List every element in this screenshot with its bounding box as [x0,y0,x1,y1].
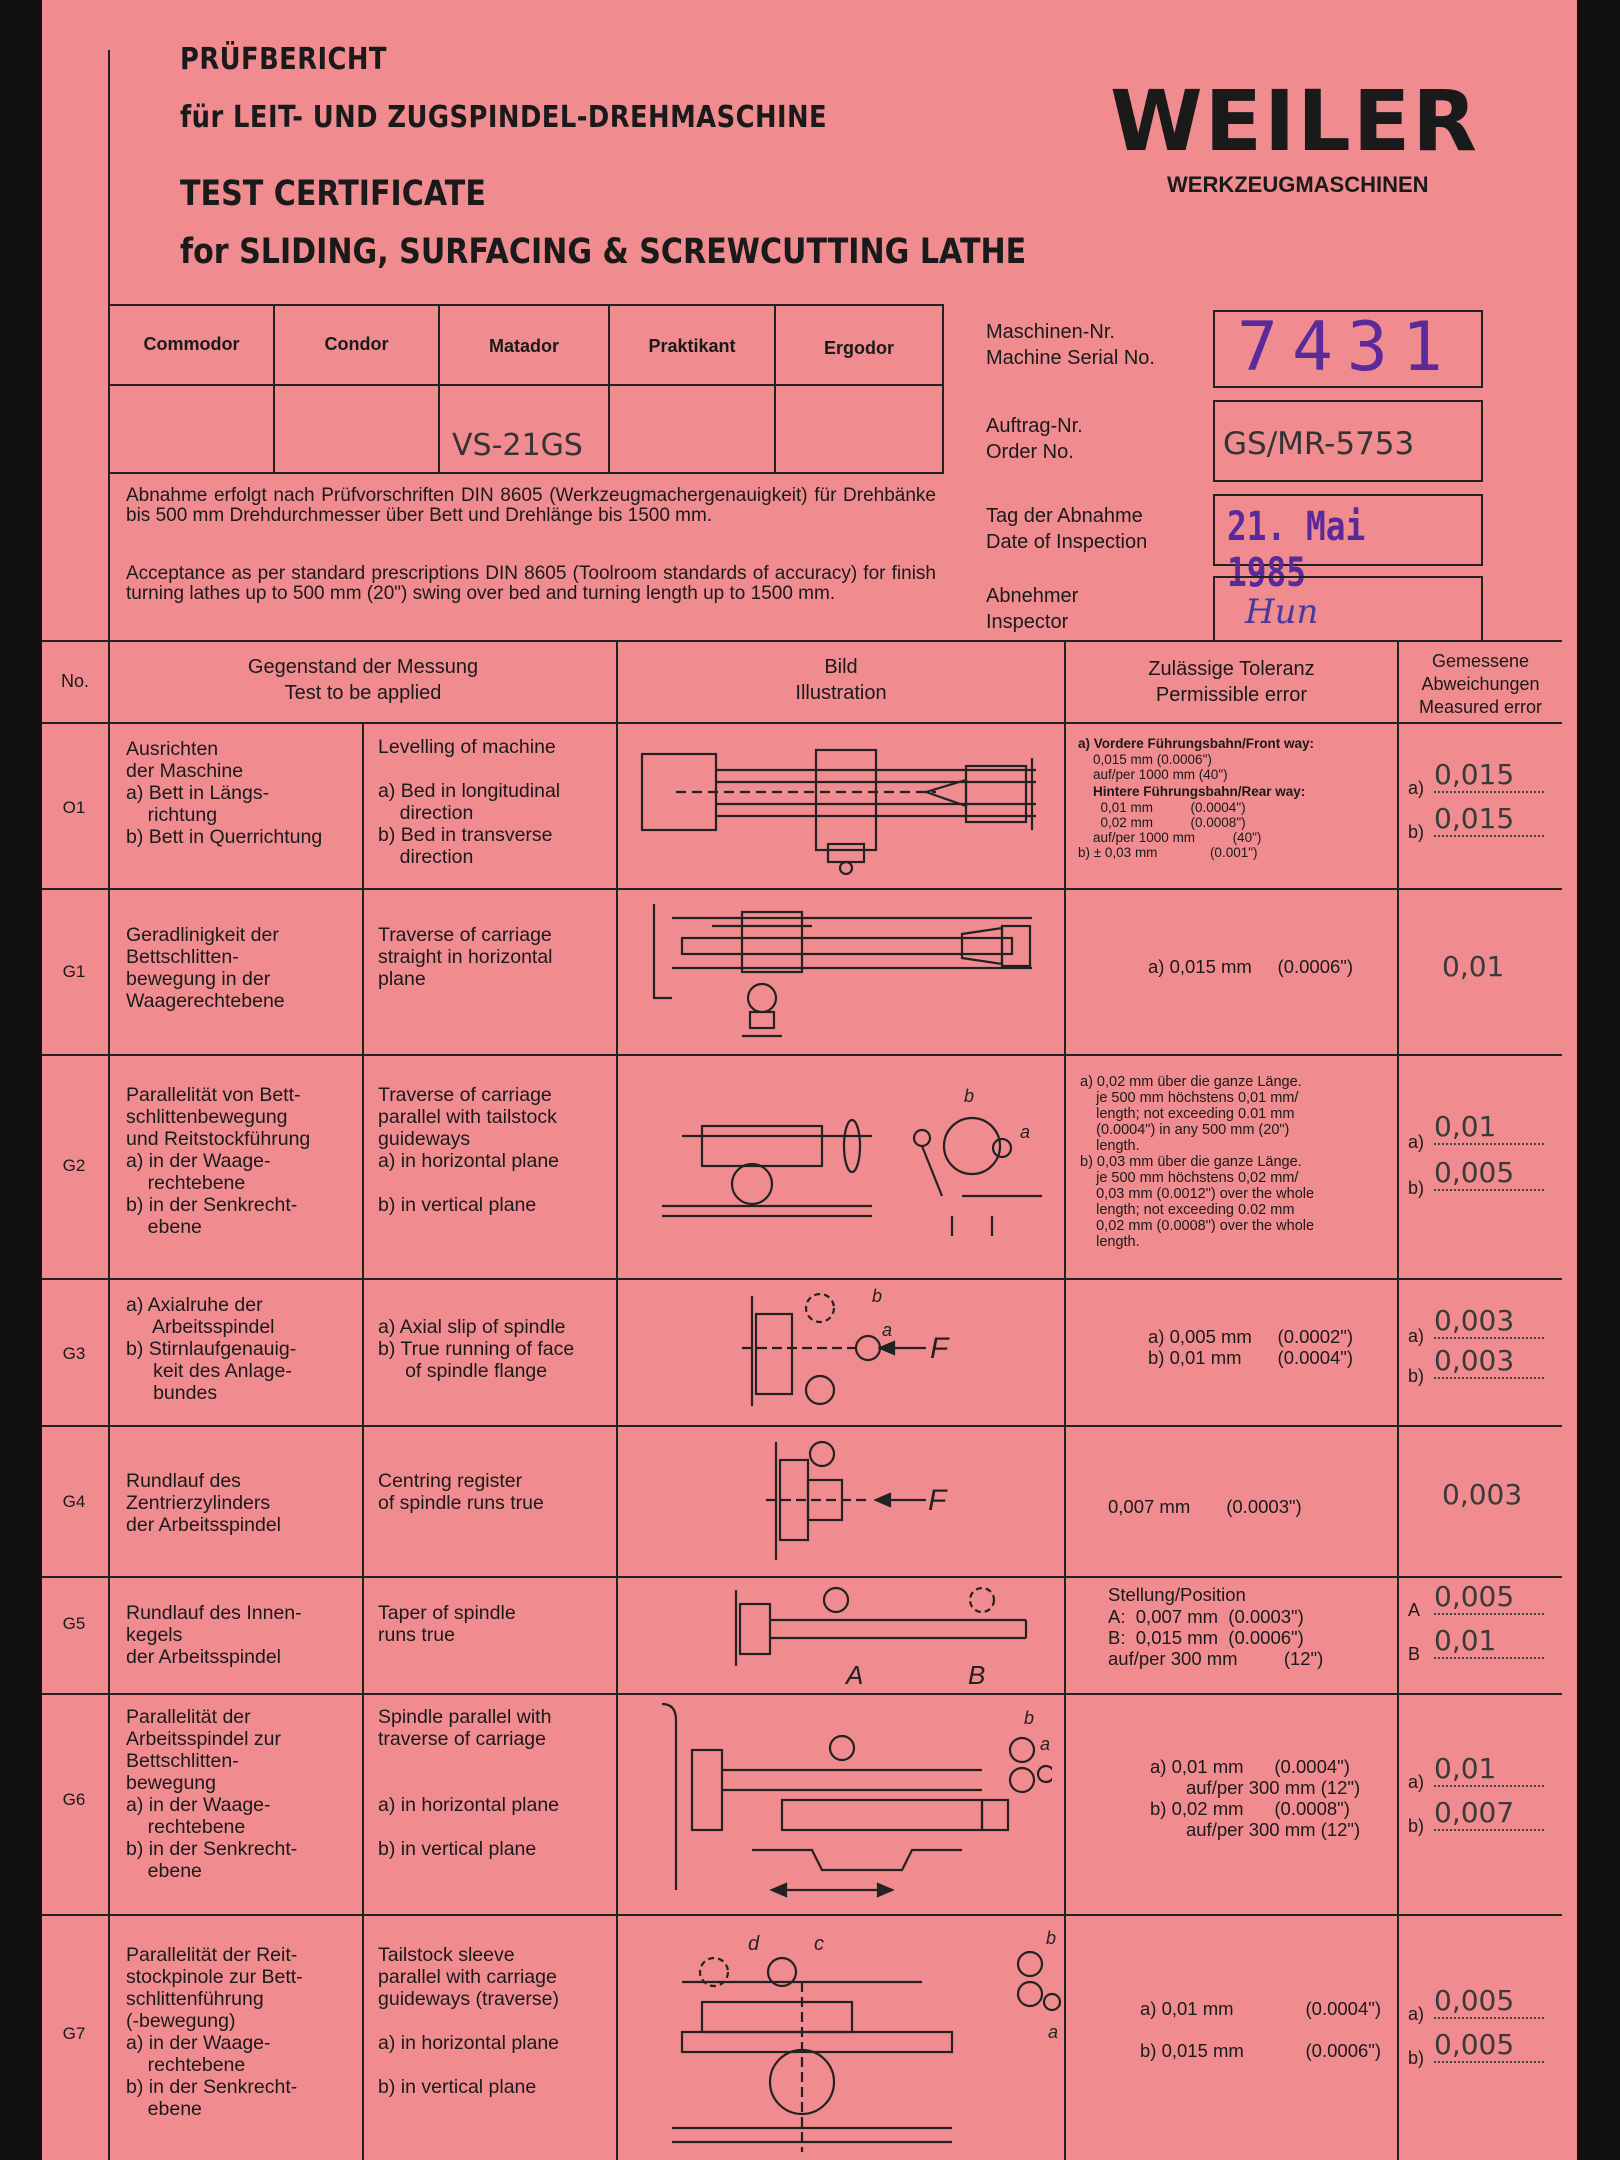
test-desc-de: Parallelität von Bett- schlittenbewegung und Reitstockführung a) in der Waage- rechtebene b) in der Senkrecht- ebene [126,1084,311,1238]
illus-label-a: a [1020,1122,1031,1142]
illus-label-c: c [814,1933,824,1955]
date-label-en: Date of Inspection [986,531,1148,553]
model-praktikant: Praktikant [648,336,736,356]
meas-value: 0,01 [1442,950,1505,983]
tolerance-head-b: Hintere Führungsbahn/Rear way: [1078,784,1306,799]
col-header-ill-de: Bild [824,656,858,678]
row-number: G3 [62,1344,86,1363]
meas-value-a: 0,01 [1434,1110,1544,1145]
meas-label-a: a) [1408,1772,1425,1792]
illus-label-a: A [846,1660,864,1690]
test-desc-de: Parallelität der Arbeitsspindel zur Bettschlitten- bewegung a) in der Waage- rechtebene b) in der Senkrecht- ebene [126,1706,298,1882]
meas-value-a: 0,005 [1434,1580,1544,1615]
model-ergodor: Ergodor [824,338,894,358]
meas-value: 0,003 [1442,1478,1523,1511]
tolerance-head-a: a) Vordere Führungsbahn/Front way: [1078,736,1315,751]
meas-value-a: 0,01 [1434,1752,1544,1787]
serial-box [1213,310,1483,388]
illustration-o1 [636,740,1056,880]
illustration-g3 [742,1286,1002,1418]
order-box [1213,400,1483,482]
test-desc-en: Spindle parallel with traverse of carriage a) in horizontal plane b) in vertical plane [378,1706,560,1860]
title-en-1: TEST CERTIFICATE [180,174,486,214]
meas-label-a: a) [1408,1132,1425,1152]
row-number: G4 [62,1492,86,1511]
illus-label-a: a [1048,2022,1059,2042]
test-desc-en: Traverse of carriage straight in horizontal plane [378,924,553,990]
meas-label-b: b) [1408,1366,1425,1386]
margin-line [108,50,110,2160]
illustration-g7 [652,1922,1062,2158]
meas-label-a: a) [1408,778,1425,798]
meas-label-a: a) [1408,1326,1425,1346]
serial-label-en: Machine Serial No. [986,347,1155,369]
date-box [1213,494,1483,596]
illustration-g1 [642,898,1052,1046]
certificate-sheet [42,0,1577,2160]
order-label-en: Order No. [986,441,1074,463]
date-label-de: Tag der Abnahme [986,505,1143,527]
order-label-de: Auftrag-Nr. [986,415,1083,437]
meas-value-b: 0,007 [1434,1796,1544,1831]
model-matador: Matador [488,336,559,356]
acceptance-text-en: Acceptance as per standard prescriptions DIN 8605 (Toolroom standards of accuracy) for finish turning lathes up to 500 mm (20") swing over bed and turning length up to 1500 mm. [126,563,936,604]
tolerance-body-a: 0,015 mm (0.0006") auf/per 1000 mm (40") [1093,752,1228,782]
illustration-g2 [642,1076,1062,1236]
row-number: G1 [62,962,86,981]
inspector-signature: Hun [1245,592,1319,632]
row-number: O1 [62,798,86,817]
serial-label-de: Maschinen-Nr. [986,321,1115,343]
tolerance-head: Stellung/Position [1108,1584,1246,1605]
illus-label-b: b [964,1086,975,1106]
row-number: G5 [62,1614,86,1633]
meas-value-b: 0,015 [1434,802,1544,837]
tolerance: A: 0,007 mm (0.0003") B: 0,015 mm (0.0006") auf/per 300 mm (12") [1108,1606,1324,1669]
matador-entry: VS-21GS [452,428,583,463]
tolerance: a) 0,02 mm über die ganze Länge. je 500 mm höchstens 0,01 mm/ length; not exceeding 0.01 mm (0.0004") in any 500 mm (20") length. b) 0,03 mm über die ganze Länge. je 500 mm höchstens 0,02 mm/ 0,03 mm (0.0012") over the whole length; not exceeding 0.02 mm 0,02 mm (0.0008") over the whole length. [1080,1074,1315,1250]
test-desc-en: Centring register of spindle runs true [378,1470,544,1514]
illus-label-b: b [1024,1708,1035,1728]
col-header-meas-3: Measured error [1418,697,1543,717]
inspector-label-de: Abnehmer [986,585,1079,607]
tolerance-body-b: 0,01 mm (0.0004") 0,02 mm (0.0008") auf/per 1000 mm (40") b) ± 0,03 mm (0.001") [1078,800,1262,860]
meas-value-b: 0,003 [1434,1344,1544,1379]
row-number: G7 [62,2024,86,2043]
row-number: G2 [62,1156,86,1175]
meas-value-a: 0,005 [1434,1984,1544,2019]
test-desc-de: a) Axialruhe der Arbeitsspindel b) Stirnlaufgenauig- keit des Anlage- bundes [126,1294,297,1404]
meas-value-a: 0,015 [1434,758,1544,793]
col-header-meas-1: Gemessene [1431,651,1530,671]
tolerance: a) 0,005 mm (0.0002") b) 0,01 mm (0.0004") [1148,1326,1354,1368]
order-value: GS/MR-5753 [1223,426,1415,462]
meas-value-b: 0,01 [1434,1624,1544,1659]
test-desc-de: Ausrichten der Maschine a) Bett in Längs- richtung b) Bett in Querrichtung [126,738,323,848]
test-desc-de: Rundlauf des Zentrierzylinders der Arbeitsspindel [126,1470,282,1536]
meas-label-b: b) [1408,1816,1425,1836]
illus-label-a: a [1040,1734,1051,1754]
test-desc-en: Levelling of machine a) Bed in longitudinal direction b) Bed in transverse direction [378,736,561,868]
tolerance: a) 0,015 mm (0.0006") [1148,956,1354,977]
weiler-logo: WEILER [1110,72,1479,170]
illustration-g4 [766,1436,986,1566]
illus-label-d: d [748,1933,760,1955]
col-header-test-de: Gegenstand der Messung [247,656,479,678]
col-header-ill-en: Illustration [795,682,887,704]
meas-label-a: a) [1408,2004,1425,2024]
test-desc-en: Tailstock sleeve parallel with carriage guideways (traverse) a) in horizontal plane b) in vertical plane [378,1944,560,2098]
title-de-1: PRÜFBERICHT [180,42,387,77]
tolerance: 0,007 mm (0.0003") [1108,1496,1302,1517]
col-header-tol-de: Zulässige Toleranz [1148,658,1315,680]
col-header-tol-en: Permissible error [1155,684,1308,706]
title-en-2: for SLIDING, SURFACING & SCREWCUTTING LATHE [180,232,1027,272]
illus-label-b: b [872,1286,883,1306]
inspector-label-en: Inspector [986,611,1069,633]
meas-label-b: b) [1408,2048,1425,2068]
model-commodor: Commodor [143,334,240,354]
date-value: 21. Mai 1985 [1227,504,1366,596]
tolerance: a) 0,01 mm (0.0004") auf/per 300 mm (12") b) 0,02 mm (0.0008") auf/per 300 mm (12") [1150,1756,1361,1840]
test-desc-de: Parallelität der Reit- stockpinole zur Bett- schlittenführung (-bewegung) a) in der Waage- rechtebene b) in der Senkrecht- ebene [126,1944,303,2120]
serial-value: 7431 [1237,308,1457,387]
illustration-g6 [652,1700,1052,1910]
test-desc-en: Traverse of carriage parallel with tailstock guideways a) in horizontal plane b) in vertical plane [378,1084,560,1216]
model-condor: Condor [324,334,389,354]
test-desc-de: Rundlauf des Innen- kegels der Arbeitsspindel [126,1602,302,1668]
meas-value-b: 0,005 [1434,1156,1544,1191]
test-desc-de: Geradlinigkeit der Bettschlitten- bewegung in der Waagerechtebene [126,924,285,1012]
illus-label-b: b [1046,1928,1057,1948]
weiler-logo-subtitle: WERKZEUGMASCHINEN [1167,172,1429,197]
acceptance-text-de: Abnahme erfolgt nach Prüfvorschriften DIN 8605 (Werkzeugmachergenauigkeit) für Drehbänke bis 500 mm Drehdurchmesser über Bett und Drehlänge bis 1500 mm. [126,485,936,526]
test-desc-en: a) Axial slip of spindle b) True running of face of spindle flange [378,1316,575,1382]
meas-label-b: b) [1408,1178,1425,1198]
meas-label-b: B [1408,1644,1421,1664]
meas-value-b: 0,005 [1434,2028,1544,2063]
meas-label-b: b) [1408,822,1425,842]
illustration-g5 [726,1586,1036,1690]
illus-label-f: F [928,1484,947,1517]
title-de-2: für LEIT- UND ZUGSPINDEL-DREHMASCHINE [180,100,828,135]
illus-label-a: a [882,1320,893,1340]
illus-label-f: F [930,1332,949,1365]
col-header-test-en: Test to be applied [284,682,442,704]
row-number: G6 [62,1790,86,1809]
illus-label-b: B [968,1660,986,1690]
meas-value-a: 0,003 [1434,1304,1544,1339]
tolerance: a) 0,01 mm (0.0004") b) 0,015 mm (0.0006") [1140,1998,1381,2061]
inspector-box [1213,576,1483,642]
test-desc-en: Taper of spindle runs true [378,1602,516,1646]
meas-label-a: A [1408,1600,1421,1620]
col-header-no: No. [60,671,89,691]
col-header-meas-2: Abweichungen [1421,674,1540,694]
